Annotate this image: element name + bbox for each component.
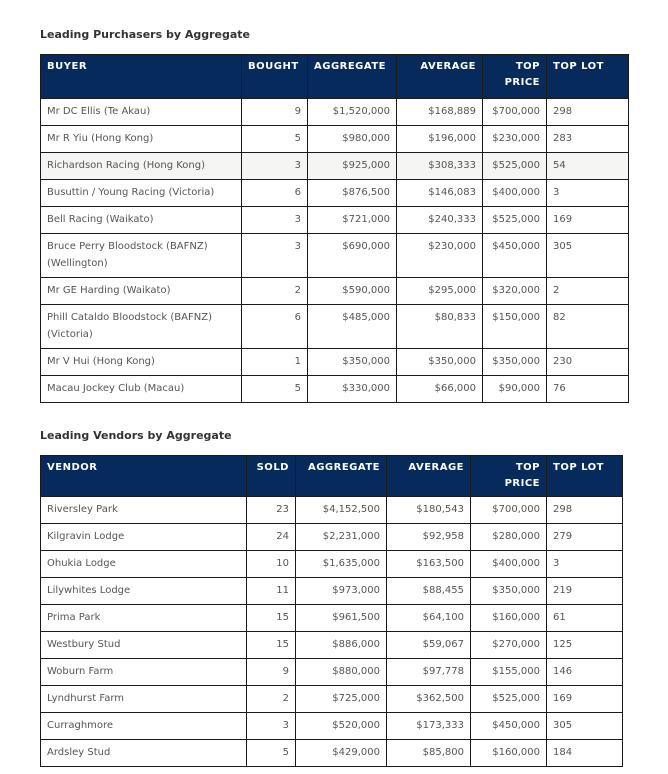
cell-buyer: Macau Jockey Club (Macau) bbox=[41, 376, 242, 403]
cell-average: $362,500 bbox=[387, 686, 471, 713]
cell-bought: 6 bbox=[242, 305, 308, 349]
cell-top-lot: 82 bbox=[547, 305, 629, 349]
cell-average: $230,000 bbox=[397, 234, 483, 278]
cell-top-price: $90,000 bbox=[483, 376, 547, 403]
cell-aggregate: $876,500 bbox=[308, 180, 397, 207]
cell-average: $196,000 bbox=[397, 126, 483, 153]
cell-aggregate: $973,000 bbox=[296, 578, 387, 605]
cell-top-price: $450,000 bbox=[471, 713, 547, 740]
cell-top-lot: 184 bbox=[547, 740, 623, 767]
cell-aggregate: $330,000 bbox=[308, 376, 397, 403]
table-row bbox=[41, 180, 629, 207]
cell-sold: 15 bbox=[247, 632, 296, 659]
header-bought: BOUGHT bbox=[242, 55, 308, 99]
cell-top-price: $155,000 bbox=[471, 659, 547, 686]
cell-top-price: $160,000 bbox=[471, 740, 547, 767]
table-row bbox=[41, 659, 623, 686]
table-row bbox=[41, 740, 623, 767]
cell-vendor: Woburn Farm bbox=[41, 659, 247, 686]
table-row bbox=[41, 686, 623, 713]
header-aggregate: AGGREGATE bbox=[308, 55, 397, 99]
header-aggregate: AGGREGATE bbox=[296, 456, 387, 497]
cell-buyer: Richardson Racing (Hong Kong) bbox=[41, 153, 242, 180]
cell-aggregate: $2,231,000 bbox=[296, 524, 387, 551]
cell-average: $59,067 bbox=[387, 632, 471, 659]
cell-average: $92,958 bbox=[387, 524, 471, 551]
header-vendor: VENDOR bbox=[41, 456, 247, 497]
cell-top-lot: 146 bbox=[547, 659, 623, 686]
cell-top-price: $400,000 bbox=[483, 180, 547, 207]
vendors-section-title: Leading Vendors by Aggregate bbox=[40, 429, 232, 442]
cell-bought: 2 bbox=[242, 278, 308, 305]
cell-aggregate: $429,000 bbox=[296, 740, 387, 767]
table-row bbox=[41, 99, 629, 126]
cell-average: $240,333 bbox=[397, 207, 483, 234]
cell-sold: 24 bbox=[247, 524, 296, 551]
header-top-lot: TOP LOT bbox=[547, 55, 629, 99]
cell-vendor: Westbury Stud bbox=[41, 632, 247, 659]
cell-top-price: $525,000 bbox=[483, 153, 547, 180]
purchasers-header-row bbox=[41, 55, 629, 99]
table-row bbox=[41, 153, 629, 180]
cell-vendor: Ohukia Lodge bbox=[41, 551, 247, 578]
purchasers-section-title: Leading Purchasers by Aggregate bbox=[40, 28, 251, 41]
cell-top-lot: 169 bbox=[547, 207, 629, 234]
cell-vendor: Kilgravin Lodge bbox=[41, 524, 247, 551]
cell-bought: 1 bbox=[242, 349, 308, 376]
cell-aggregate: $1,520,000 bbox=[308, 99, 397, 126]
cell-top-lot: 3 bbox=[547, 180, 629, 207]
cell-top-lot: 305 bbox=[547, 713, 623, 740]
cell-top-lot: 230 bbox=[547, 349, 629, 376]
header-top-price-line1: TOP bbox=[515, 61, 540, 72]
vendors-table bbox=[40, 455, 623, 767]
cell-average: $350,000 bbox=[397, 349, 483, 376]
cell-average: $85,800 bbox=[387, 740, 471, 767]
header-average: AVERAGE bbox=[397, 55, 483, 99]
cell-top-lot: 54 bbox=[547, 153, 629, 180]
header-top-price: TOP PRICE bbox=[471, 456, 547, 497]
cell-bought: 5 bbox=[242, 376, 308, 403]
table-row bbox=[41, 605, 623, 632]
cell-average: $308,333 bbox=[397, 153, 483, 180]
cell-bought: 9 bbox=[242, 99, 308, 126]
table-row bbox=[41, 234, 629, 278]
cell-top-lot: 3 bbox=[547, 551, 623, 578]
cell-vendor: Lyndhurst Farm bbox=[41, 686, 247, 713]
cell-top-price: $700,000 bbox=[471, 497, 547, 524]
cell-bought: 6 bbox=[242, 180, 308, 207]
cell-top-price: $350,000 bbox=[471, 578, 547, 605]
cell-top-price: $270,000 bbox=[471, 632, 547, 659]
table-row bbox=[41, 349, 629, 376]
cell-sold: 11 bbox=[247, 578, 296, 605]
cell-buyer: Phill Cataldo Bloodstock (BAFNZ) (Victoria) bbox=[41, 305, 242, 349]
header-buyer: BUYER bbox=[41, 55, 242, 99]
cell-average: $64,100 bbox=[387, 605, 471, 632]
cell-aggregate: $4,152,500 bbox=[296, 497, 387, 524]
cell-aggregate: $590,000 bbox=[308, 278, 397, 305]
table-row bbox=[41, 305, 629, 349]
cell-sold: 9 bbox=[247, 659, 296, 686]
cell-top-lot: 61 bbox=[547, 605, 623, 632]
header-sold: SOLD bbox=[247, 456, 296, 497]
cell-aggregate: $886,000 bbox=[296, 632, 387, 659]
cell-top-price: $150,000 bbox=[483, 305, 547, 349]
cell-aggregate: $880,000 bbox=[296, 659, 387, 686]
cell-average: $146,083 bbox=[397, 180, 483, 207]
header-average: AVERAGE bbox=[387, 456, 471, 497]
cell-vendor: Ardsley Stud bbox=[41, 740, 247, 767]
cell-top-price: $280,000 bbox=[471, 524, 547, 551]
cell-average: $173,333 bbox=[387, 713, 471, 740]
cell-aggregate: $980,000 bbox=[308, 126, 397, 153]
cell-buyer: Bruce Perry Bloodstock (BAFNZ) (Wellington) bbox=[41, 234, 242, 278]
cell-average: $88,455 bbox=[387, 578, 471, 605]
header-top-lot: TOP LOT bbox=[547, 456, 623, 497]
cell-top-price: $525,000 bbox=[471, 686, 547, 713]
table-row bbox=[41, 578, 623, 605]
cell-top-price: $350,000 bbox=[483, 349, 547, 376]
cell-top-lot: 283 bbox=[547, 126, 629, 153]
table-row bbox=[41, 524, 623, 551]
cell-bought: 3 bbox=[242, 234, 308, 278]
table-row bbox=[41, 278, 629, 305]
cell-top-lot: 125 bbox=[547, 632, 623, 659]
table-row bbox=[41, 207, 629, 234]
cell-bought: 3 bbox=[242, 207, 308, 234]
cell-top-price: $525,000 bbox=[483, 207, 547, 234]
cell-buyer: Mr V Hui (Hong Kong) bbox=[41, 349, 242, 376]
cell-sold: 5 bbox=[247, 740, 296, 767]
cell-average: $97,778 bbox=[387, 659, 471, 686]
cell-vendor: Riversley Park bbox=[41, 497, 247, 524]
cell-aggregate: $1,635,000 bbox=[296, 551, 387, 578]
cell-aggregate: $350,000 bbox=[308, 349, 397, 376]
cell-average: $168,889 bbox=[397, 99, 483, 126]
cell-buyer: Mr DC Ellis (Te Akau) bbox=[41, 99, 242, 126]
cell-average: $66,000 bbox=[397, 376, 483, 403]
cell-aggregate: $725,000 bbox=[296, 686, 387, 713]
cell-buyer: Mr GE Harding (Waikato) bbox=[41, 278, 242, 305]
cell-sold: 10 bbox=[247, 551, 296, 578]
purchasers-table bbox=[40, 54, 629, 403]
table-row bbox=[41, 497, 623, 524]
cell-top-lot: 2 bbox=[547, 278, 629, 305]
cell-top-lot: 219 bbox=[547, 578, 623, 605]
cell-aggregate: $721,000 bbox=[308, 207, 397, 234]
table-row bbox=[41, 713, 623, 740]
cell-bought: 5 bbox=[242, 126, 308, 153]
cell-aggregate: $925,000 bbox=[308, 153, 397, 180]
vendors-header-row bbox=[41, 456, 623, 497]
cell-top-price: $160,000 bbox=[471, 605, 547, 632]
cell-top-lot: 305 bbox=[547, 234, 629, 278]
cell-top-price: $400,000 bbox=[471, 551, 547, 578]
cell-top-price: $230,000 bbox=[483, 126, 547, 153]
table-row bbox=[41, 126, 629, 153]
table-row bbox=[41, 551, 623, 578]
cell-average: $80,833 bbox=[397, 305, 483, 349]
cell-buyer: Bell Racing (Waikato) bbox=[41, 207, 242, 234]
cell-average: $180,543 bbox=[387, 497, 471, 524]
cell-sold: 3 bbox=[247, 713, 296, 740]
header-top-price bbox=[483, 55, 547, 99]
header-top-price-line2: PRICE bbox=[504, 77, 540, 88]
table-row bbox=[41, 632, 623, 659]
cell-sold: 23 bbox=[247, 497, 296, 524]
cell-aggregate: $485,000 bbox=[308, 305, 397, 349]
cell-top-price: $700,000 bbox=[483, 99, 547, 126]
cell-bought: 3 bbox=[242, 153, 308, 180]
cell-top-price: $450,000 bbox=[483, 234, 547, 278]
cell-top-price: $320,000 bbox=[483, 278, 547, 305]
cell-buyer: Busuttin / Young Racing (Victoria) bbox=[41, 180, 242, 207]
table-row bbox=[41, 376, 629, 403]
cell-vendor: Lilywhites Lodge bbox=[41, 578, 247, 605]
cell-vendor: Prima Park bbox=[41, 605, 247, 632]
cell-average: $163,500 bbox=[387, 551, 471, 578]
cell-average: $295,000 bbox=[397, 278, 483, 305]
cell-top-lot: 279 bbox=[547, 524, 623, 551]
cell-top-lot: 169 bbox=[547, 686, 623, 713]
cell-top-lot: 298 bbox=[547, 99, 629, 126]
cell-buyer: Mr R Yiu (Hong Kong) bbox=[41, 126, 242, 153]
cell-vendor: Curraghmore bbox=[41, 713, 247, 740]
cell-top-lot: 298 bbox=[547, 497, 623, 524]
cell-aggregate: $520,000 bbox=[296, 713, 387, 740]
cell-sold: 15 bbox=[247, 605, 296, 632]
cell-aggregate: $961,500 bbox=[296, 605, 387, 632]
cell-sold: 2 bbox=[247, 686, 296, 713]
cell-top-lot: 76 bbox=[547, 376, 629, 403]
cell-aggregate: $690,000 bbox=[308, 234, 397, 278]
